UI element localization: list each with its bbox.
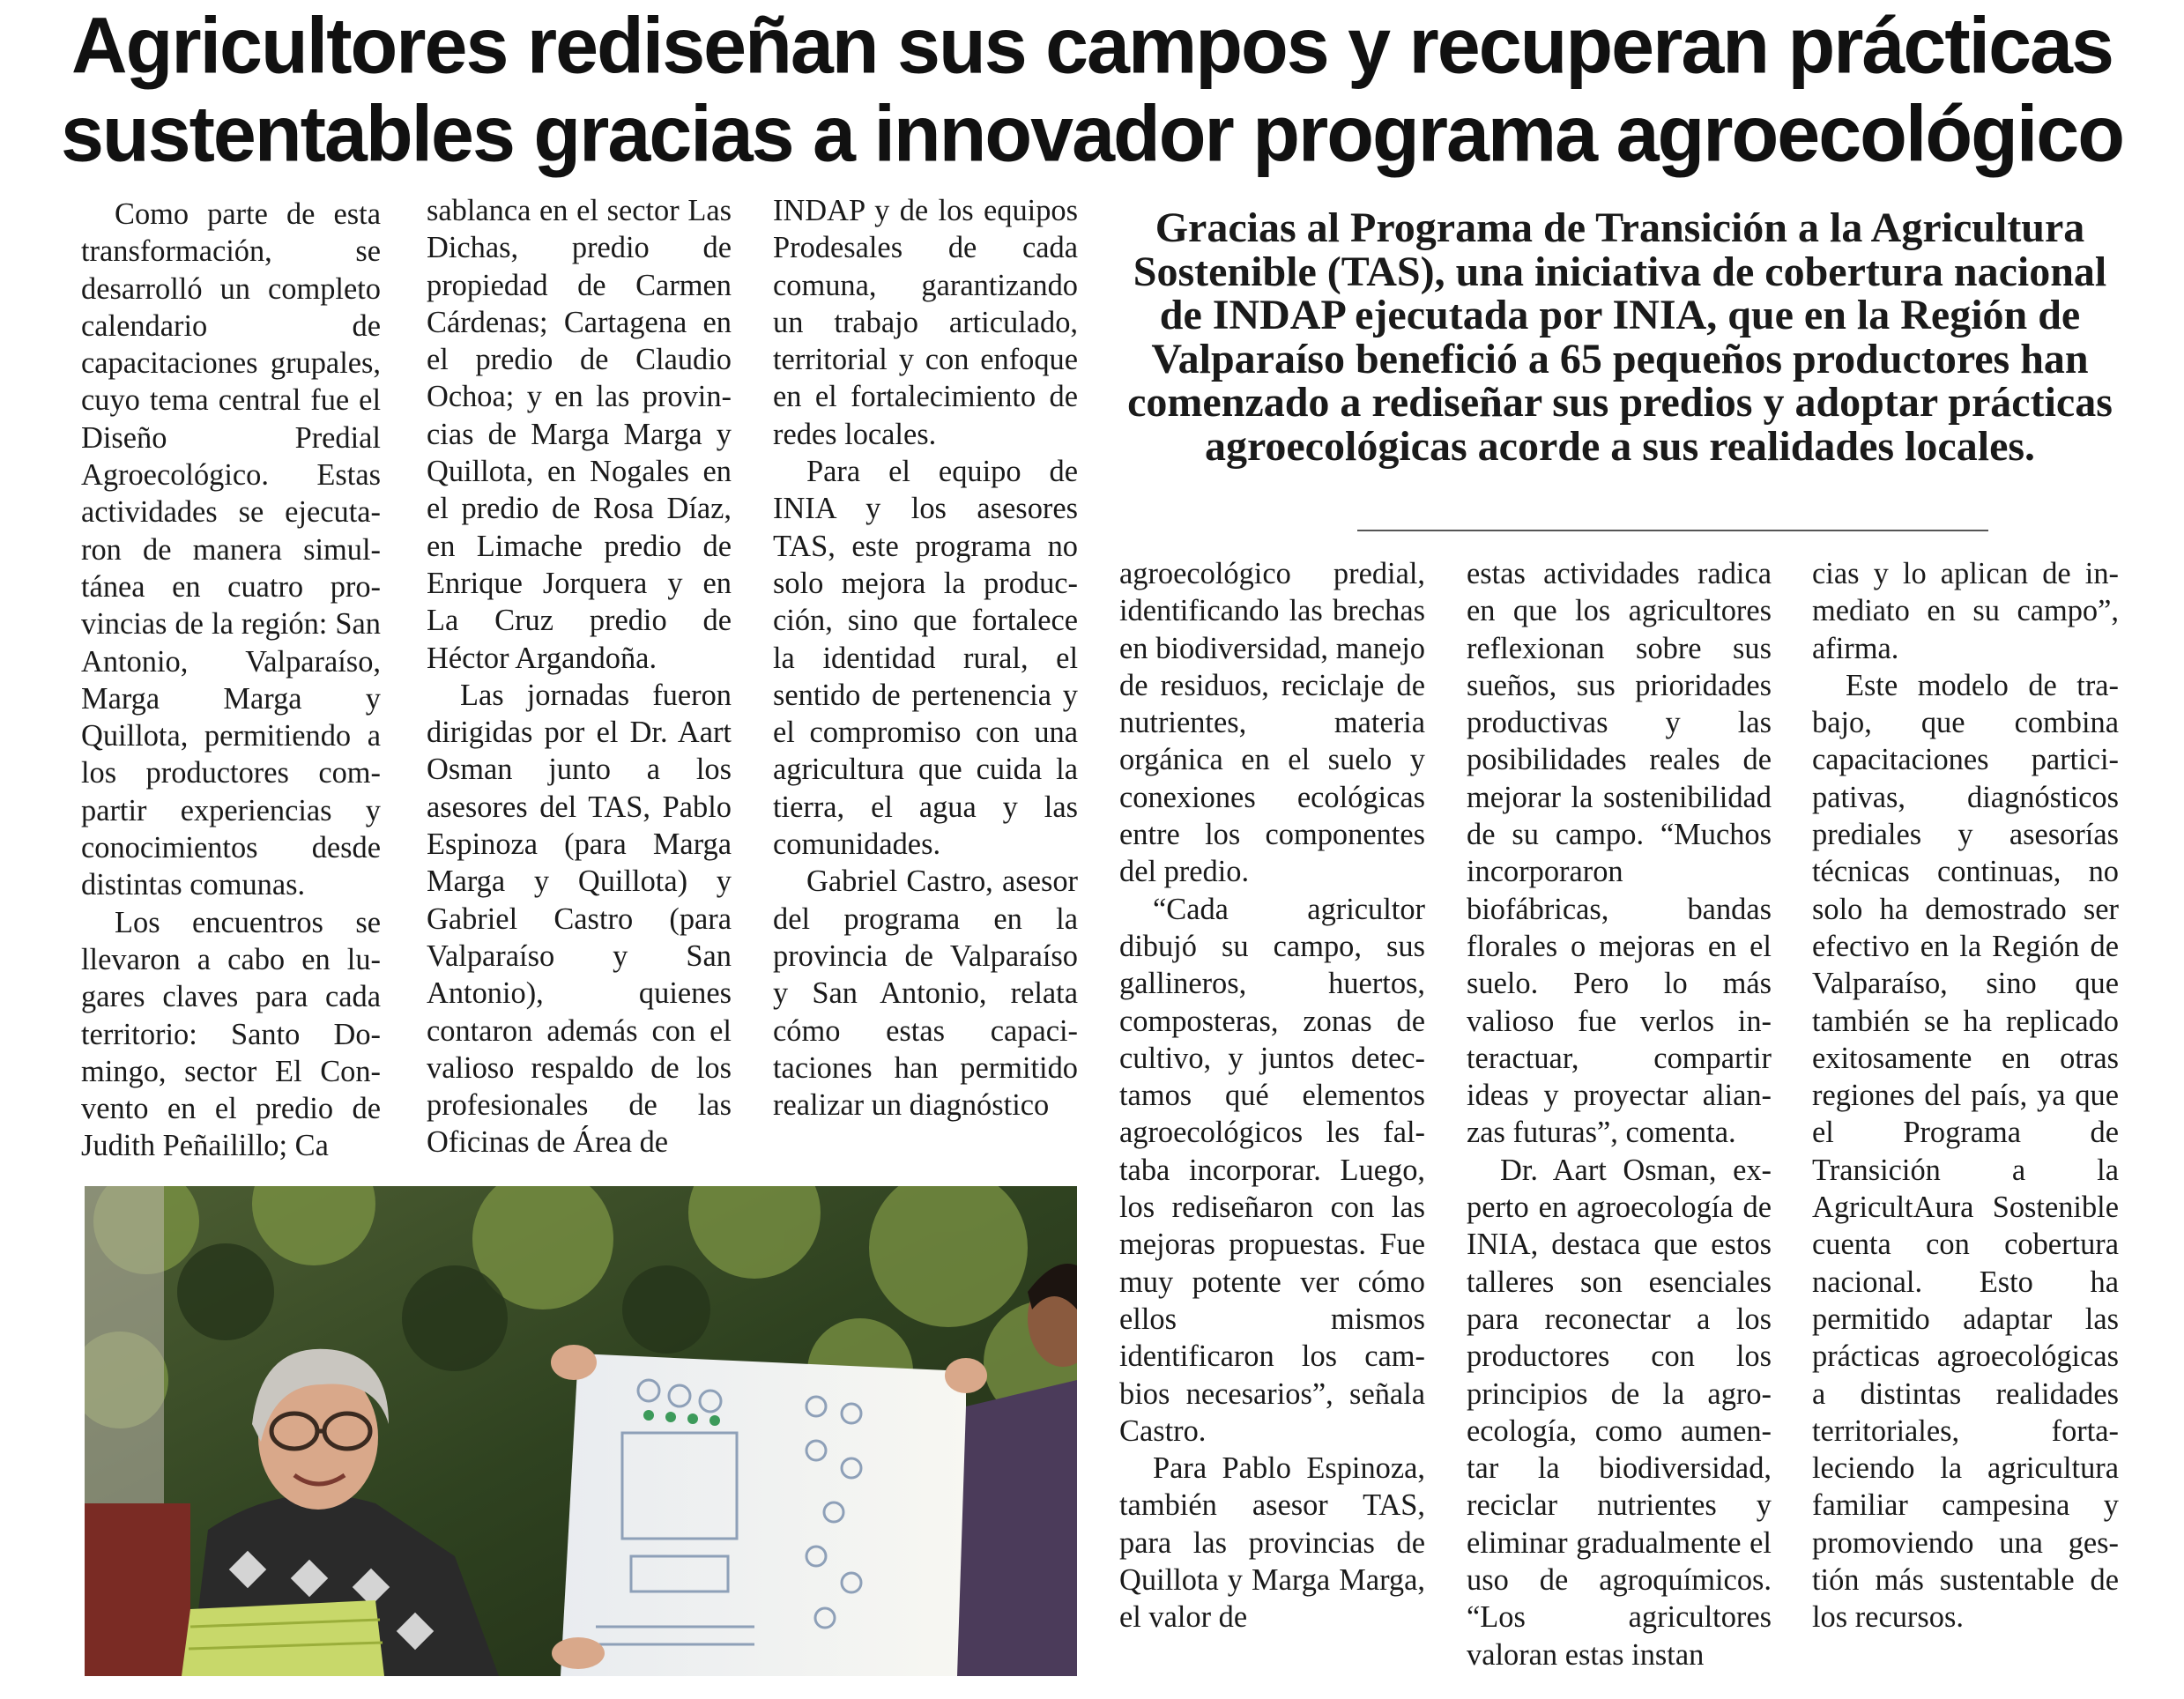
article-column-1 <box>81 196 381 1165</box>
article-column-6 <box>1812 555 2119 1636</box>
paragraph: Para Pablo Espinoza, también asesor TAS, para las provincias de Quillota y Marga Marga, el valor de <box>1119 1451 1425 1635</box>
article-photo <box>85 1186 1077 1676</box>
paragraph: cias y lo aplican de inmediato en su campo”, afirma. <box>1812 557 2119 665</box>
paragraph: Como parte de esta transformación, se desarrolló un completo calendario de capacitaciones grupales, cuyo tema central fue el Diseño Predial Agroecológico. Estas actividades se ejecutaron de manera simultánea en cuatro provincias de la región: San Antonio, Valparaíso, Marga Marga y Quillota, permitiendo a los productores compartir experiencias y conocimientos desde distintas comunas. <box>81 197 381 902</box>
paragraph: Los encuentros se llevaron a cabo en lugares claves para cada territorio: Santo Domingo, sector El Convento en el predio de Judith Peñailillo; Ca <box>81 905 381 1163</box>
paragraph: estas actividades radica en que los agricultores reflexionan sobre sus sueños, sus prioridades productivas y las posibilidades reales de mejorar la sostenibilidad de su campo. “Muchos incorporaron biofábricas, bandas florales o mejoras en el suelo. Pero lo más valioso fue verlos interactuar, compartir ideas y proyectar alianzas futuras”, comenta. <box>1467 557 1772 1150</box>
photo-illustration <box>85 1186 1077 1676</box>
lead-divider <box>1357 530 1988 531</box>
headline-line-2: sustentables gracias a innovador programa agroecológico <box>60 88 2124 178</box>
drawing-sheet <box>561 1354 966 1676</box>
article-column-3 <box>773 192 1078 1124</box>
paragraph: Este modelo de trabajo, que combina capacitaciones participativas, diagnósticos prediales y asesorías técnicas continuas, no solo ha demostrado ser efectivo en la Región de Valparaíso, sino que también se ha replicado exitosamente en otras regiones del país, ya que el Programa de Transición a la AgricultAura Sostenible cuenta con cobertura nacional. Esto ha permitido adaptar las prácticas agroecológicas a distintas realidades territoriales, fortaleciendo la agricultura familiar campesina y promoviendo una gestión más sustentable de los recursos. <box>1812 668 2119 1635</box>
paragraph: INDAP y de los equipos Prodesales de cada comuna, garantizando un trabajo articulado, territorial y con enfoque en el fortalecimiento de redes locales. <box>773 194 1078 451</box>
paragraph: Para el equipo de INIA y los asesores TAS, este programa no solo mejora la producción, sino que fortalece la identidad rural, el sentido de pertenencia y el compromiso con una agricultura que cuida la tierra, el agua y las comunidades. <box>773 455 1078 862</box>
lead-paragraph: Gracias al Programa de Transición a la Agricultura Sostenible (TAS), una iniciativa de cobertura nacional de INDAP ejecutada por INIA, que en la Región de Valparaíso benefició a 65 pequeños productores han comenzado a rediseñar sus predios y adoptar prácticas agroecológicas acorde a sus realidades locales. <box>1127 204 2113 470</box>
paragraph: sablanca en el sector Las Dichas, predio de propiedad de Carmen Cárdenas; Cartagena en el predio de Claudio Ochoa; y en las provincias de Marga Marga y Quillota, en Nogales en el predio de Rosa Díaz, en Limache predio de Enrique Jorquera y en La Cruz predio de Héctor Argandoña. <box>427 194 732 675</box>
paragraph: Gabriel Castro, asesor del programa en la provincia de Valparaíso y San Antonio, relata cómo estas capacitaciones han permitido realizar un diagnóstico <box>773 864 1078 1123</box>
paragraph: agroecológico predial, identificando las brechas en biodiversidad, manejo de residuos, reciclaje de nutrientes, materia orgánica en el suelo y conexiones ecológicas entre los componentes del predio. <box>1119 557 1425 889</box>
paragraph: Dr. Aart Osman, experto en agroecología de INIA, destaca que estos talleres son esenciales para reconectar a los productores con los principios de la agroecología, como aumentar la biodiversidad, reciclar nutrientes y eliminar gradualmente el uso de agroquímicos. “Los agricultores valoran estas instan <box>1467 1153 1772 1672</box>
article-column-4 <box>1119 555 1425 1636</box>
headline <box>53 2 2131 178</box>
chair <box>85 1503 190 1676</box>
article-column-5 <box>1467 555 1772 1673</box>
article-column-2 <box>427 192 732 1161</box>
paragraph: Las jornadas fueron dirigidas por el Dr. Aart Osman junto a los asesores del TAS, Pablo Espinoza (para Marga Marga y Quillota) y Gabriel Castro (para Valparaíso y San Antonio), quienes contaron además con el valioso respaldo de los profesionales de las Oficinas de Área de <box>427 678 732 1160</box>
basket <box>182 1600 384 1676</box>
headline-line-1: Agricultores rediseñan sus campos y recuperan prácticas <box>71 1 2113 90</box>
paragraph: “Cada agricultor dibujó su campo, sus gallineros, huertos, composteras, zonas de cultivo, y juntos detectamos qué elementos agroecológicos les faltaba incorporar. Luego, los rediseñaron con las mejoras propuestas. Fue muy potente ver cómo ellos mismos identificaron los cambios necesarios”, señala Castro. <box>1119 892 1425 1448</box>
